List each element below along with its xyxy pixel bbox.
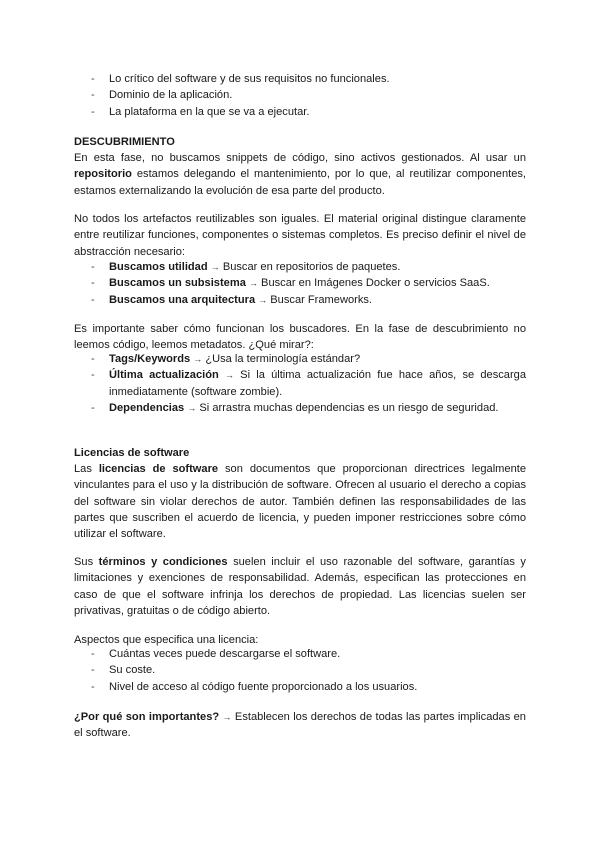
aspects-list [74,646,526,695]
arrow-right-icon: → [187,402,197,413]
paragraph-text: En esta fase, no buscamos snippets de código, sino activos gestionados. Al usar un [74,152,526,164]
list-text: Buscar Frameworks. [267,293,372,306]
list-item [74,292,526,308]
list-item [74,351,526,367]
list-item: - Dominio de la aplicación. [74,87,526,103]
requirements-list [74,71,526,120]
list-text: Si arrastra muchas dependencias es un riesgo de seguridad. [196,401,499,414]
arrow-right-icon: → [193,354,203,364]
paragraph-text: Las [74,463,99,475]
licencias-paragraph-1 [74,461,526,542]
arrow-right-icon: → [248,278,258,289]
list-text: Buscar en Imágenes Docker o servicios SaaS. [257,277,490,290]
abstraction-levels-block [74,259,526,308]
licencias-heading-block [74,445,526,461]
bold-term: Buscamos una arquitectura [109,293,256,306]
paragraph [74,150,526,199]
abstraction-levels-list [74,259,526,308]
metadata-block [74,351,526,416]
bold-term: términos y condiciones [98,556,228,568]
licencias-paragraph-4 [74,709,526,742]
descubrimiento-paragraph-2 [74,211,526,260]
section-heading: DESCUBRIMIENTO [74,136,175,148]
descubrimiento-paragraph-1 [74,150,526,199]
list-text: Buscar en repositorios de paquetes. [219,261,401,273]
bold-term: Tags/Keywords [109,353,191,365]
paragraph-text: Sus [74,556,99,568]
paragraph [74,709,526,742]
list-item [74,400,526,416]
paragraph-text: suelen incluir el uso razonable del software, garantías y limitaciones y exenciones de responsabilidad. Además, especifican las protecciones en caso de que el software infrinja los derechos de propiedad. Las licencias suelen ser privativas, gratuitas o de código abierto. [74,556,526,617]
arrow-right-icon: → [210,262,220,272]
paragraph-text: Establecen los derechos de todas las partes implicadas en el software. [74,711,526,740]
bold-term: repositorio [74,168,132,181]
bold-term: Dependencias [109,401,185,414]
requirements-list-block [74,71,526,120]
section-heading: Licencias de software [74,447,190,459]
list-item: - Cuántas veces puede descargarse el software. [74,646,526,662]
metadata-list [74,351,526,416]
list-item: - Nivel de acceso al código fuente proporcionado a los usuarios. [74,679,526,695]
paragraph: Es importante saber cómo funcionan los buscadores. En la fase de descubrimiento no leemos código, leemos metadatos. ¿Qué mirar?: [74,323,526,352]
arrow-right-icon: → [224,370,234,381]
descubrimiento-paragraph-3 [74,321,526,354]
paragraph-text: estamos delegando el mantenimiento, por lo que, al reutilizar componentes, estamos externalizando la evolución de esa parte del producto. [74,168,526,197]
list-item: - Su coste. [74,662,526,678]
bold-term: Buscamos un subsistema [109,277,246,290]
descubrimiento-heading-block [74,134,526,150]
licencias-paragraph-2 [74,554,526,619]
bold-term: licencias de software [98,463,219,475]
list-item [74,275,526,291]
bold-term: ¿Por qué son importantes? [74,711,220,723]
paragraph [74,461,526,542]
paragraph-text: son documentos que proporcionan directrices legalmente vinculantes para el uso y la distribución de software. Ofrecen al usuario el derecho a copias del software sin violar derechos de autor. También definen las responsabilidades de las partes que suscriben el acuerdo de licencia, y pueden imponer restricciones sobre cómo utilizar el software. [74,463,527,541]
bold-term: Última actualización [109,369,219,382]
arrow-right-icon: → [222,712,232,722]
list-item: - La plataforma en la que se va a ejecutar. [74,104,526,120]
list-item [74,259,526,275]
list-text: ¿Usa la terminología estándar? [202,353,361,365]
list-text: Si la última actualización fue hace años, se descarga inmediatamente (software zombie). [109,369,526,398]
list-item: - Lo crítico del software y de sus requisitos no funcionales. [74,71,526,87]
list-item [74,367,526,400]
paragraph: Aspectos que especifica una licencia: [74,634,259,646]
aspects-block [74,646,526,695]
paragraph [74,554,526,619]
bold-term: Buscamos utilidad [109,261,208,273]
arrow-right-icon: → [258,294,268,305]
paragraph: No todos los artefactos reutilizables son iguales. El material original distingue claramente entre reutilizar funciones, componentes o sistemas completos. Es preciso definir el nivel de abstracción necesario: [74,213,526,258]
